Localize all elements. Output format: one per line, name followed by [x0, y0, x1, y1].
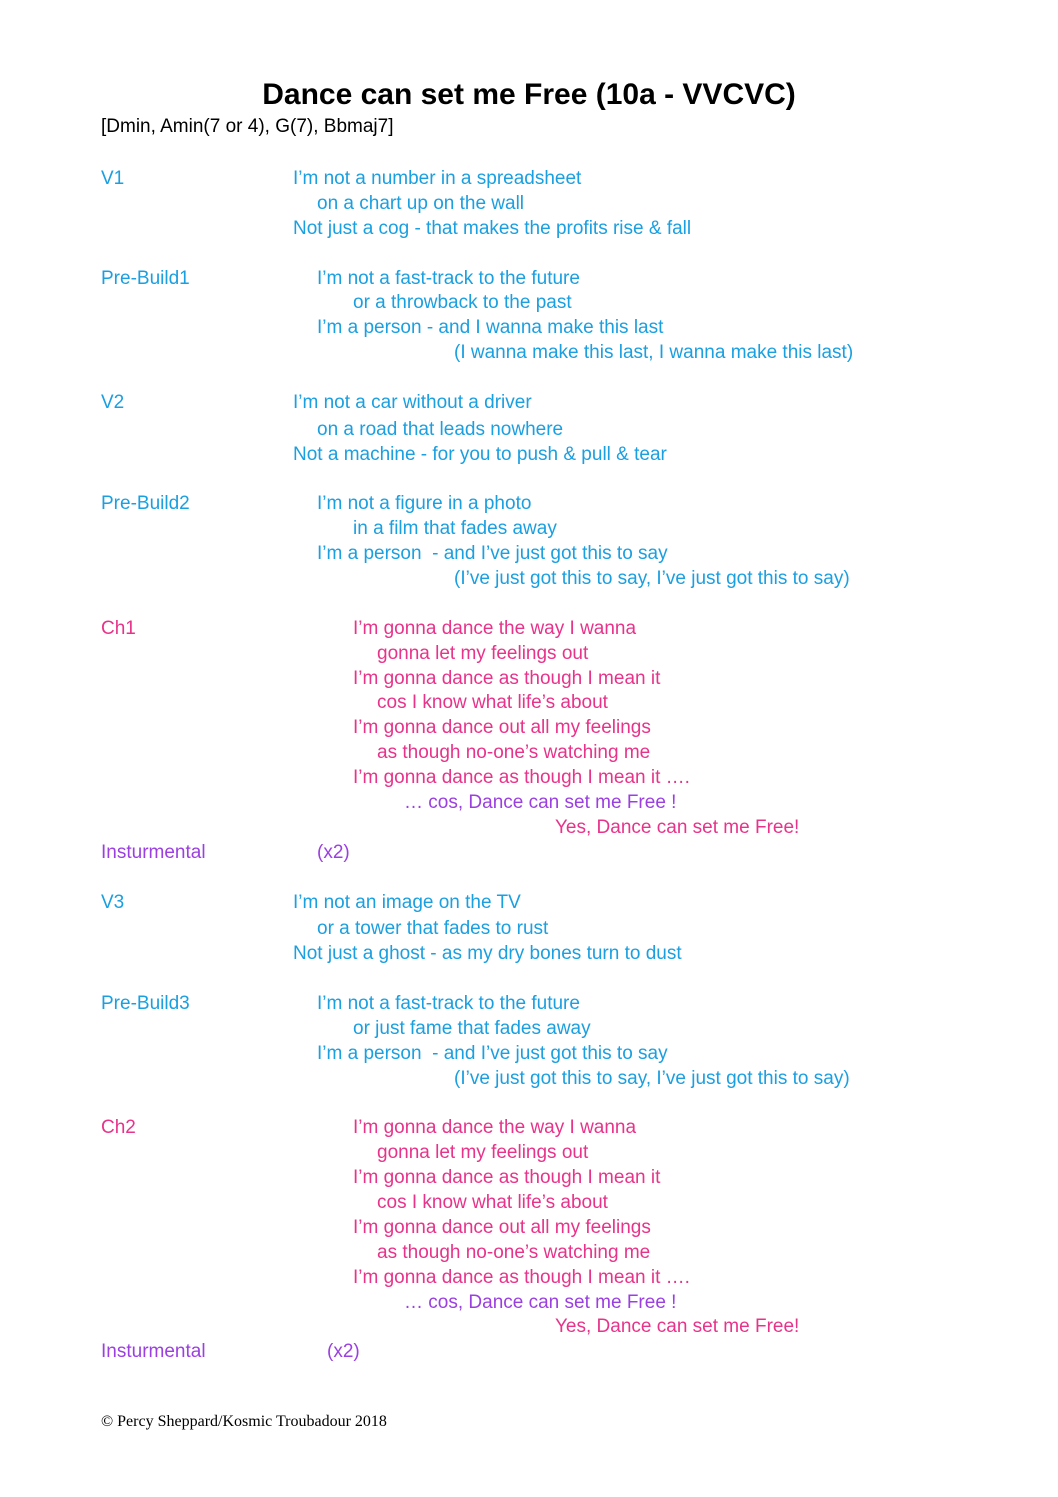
lyric-line: as though no-one’s watching me	[377, 742, 651, 763]
lyric-line: I’m not a figure in a photo	[317, 493, 532, 514]
lyric-line: cos I know what life’s about	[377, 1192, 608, 1213]
lyric-line: I’m gonna dance as though I mean it	[353, 1167, 661, 1188]
lyric-line: cos I know what life’s about	[377, 692, 608, 713]
lyric-line: gonna let my feelings out	[377, 643, 589, 664]
lyric-line: I’m gonna dance as though I mean it ….	[353, 767, 690, 788]
section-label-instrumental: Insturmental	[101, 1341, 206, 1362]
lyric-line: Yes, Dance can set me Free!	[555, 1316, 800, 1337]
song-title: Dance can set me Free (10a - VVCVC)	[262, 78, 796, 111]
lyric-line: … cos, Dance can set me Free !	[404, 792, 677, 813]
lyric-line: … cos, Dance can set me Free !	[404, 1292, 677, 1313]
section-label-v2: V2	[101, 392, 125, 413]
section-label-v1: V1	[101, 168, 125, 189]
lyric-line: or just fame that fades away	[353, 1018, 591, 1039]
section-label-pre-build2: Pre-Build2	[101, 493, 190, 514]
lyric-line: I’m not a fast-track to the future	[317, 268, 580, 289]
section-label-instrumental: Insturmental	[101, 842, 206, 863]
lyric-line: as though no-one’s watching me	[377, 1242, 651, 1263]
lyric-line: on a chart up on the wall	[317, 193, 525, 214]
copyright-footer: © Percy Sheppard/Kosmic Troubadour 2018	[101, 1413, 387, 1430]
lyric-line: I’m not a fast-track to the future	[317, 993, 580, 1014]
lyric-line: Not just a ghost - as my dry bones turn to dust	[293, 943, 682, 964]
lyric-line: I’m a person - and I’ve just got this to say	[317, 543, 668, 564]
section-label-ch1: Ch1	[101, 618, 136, 639]
lyric-line: I’m a person - and I’ve just got this to say	[317, 1043, 668, 1064]
lyric-line: or a tower that fades to rust	[317, 918, 549, 939]
lyric-line: I’m gonna dance as though I mean it ….	[353, 1267, 690, 1288]
lyric-line: Not just a cog - that makes the profits rise & fall	[293, 218, 692, 239]
lyric-line: Yes, Dance can set me Free!	[555, 817, 800, 838]
lyric-line: on a road that leads nowhere	[317, 419, 564, 440]
lyric-line: gonna let my feelings out	[377, 1142, 589, 1163]
lyric-line: I’m gonna dance the way I wanna	[353, 1117, 637, 1138]
lyric-line: (I’ve just got this to say, I’ve just got this to say)	[454, 568, 850, 589]
lyric-line: (I’ve just got this to say, I’ve just got this to say)	[454, 1068, 850, 1089]
lyric-line: I’m not an image on the TV	[293, 892, 521, 913]
lyric-line: (I wanna make this last, I wanna make this last)	[454, 342, 854, 363]
lyric-line: I’m gonna dance out all my feelings	[353, 1217, 651, 1238]
section-label-pre-build1: Pre-Build1	[101, 268, 190, 289]
lyric-line: I’m a person - and I wanna make this last	[317, 317, 664, 338]
section-label-pre-build3: Pre-Build3	[101, 993, 190, 1014]
repeat-note: (x2)	[317, 842, 350, 863]
lyric-line: Not a machine - for you to push & pull & tear	[293, 444, 667, 465]
lyric-line: in a film that fades away	[353, 518, 557, 539]
lyric-line: I’m not a car without a driver	[293, 392, 532, 413]
lyric-line: I’m gonna dance out all my feelings	[353, 717, 651, 738]
section-label-ch2: Ch2	[101, 1117, 136, 1138]
repeat-note: (x2)	[327, 1341, 360, 1362]
chord-list: [Dmin, Amin(7 or 4), G(7), Bbmaj7]	[101, 116, 394, 137]
lyric-line: I’m gonna dance the way I wanna	[353, 618, 637, 639]
lyric-line: I’m not a number in a spreadsheet	[293, 168, 582, 189]
lyric-line: or a throwback to the past	[353, 292, 572, 313]
lyric-line: I’m gonna dance as though I mean it	[353, 668, 661, 689]
section-label-v3: V3	[101, 892, 125, 913]
